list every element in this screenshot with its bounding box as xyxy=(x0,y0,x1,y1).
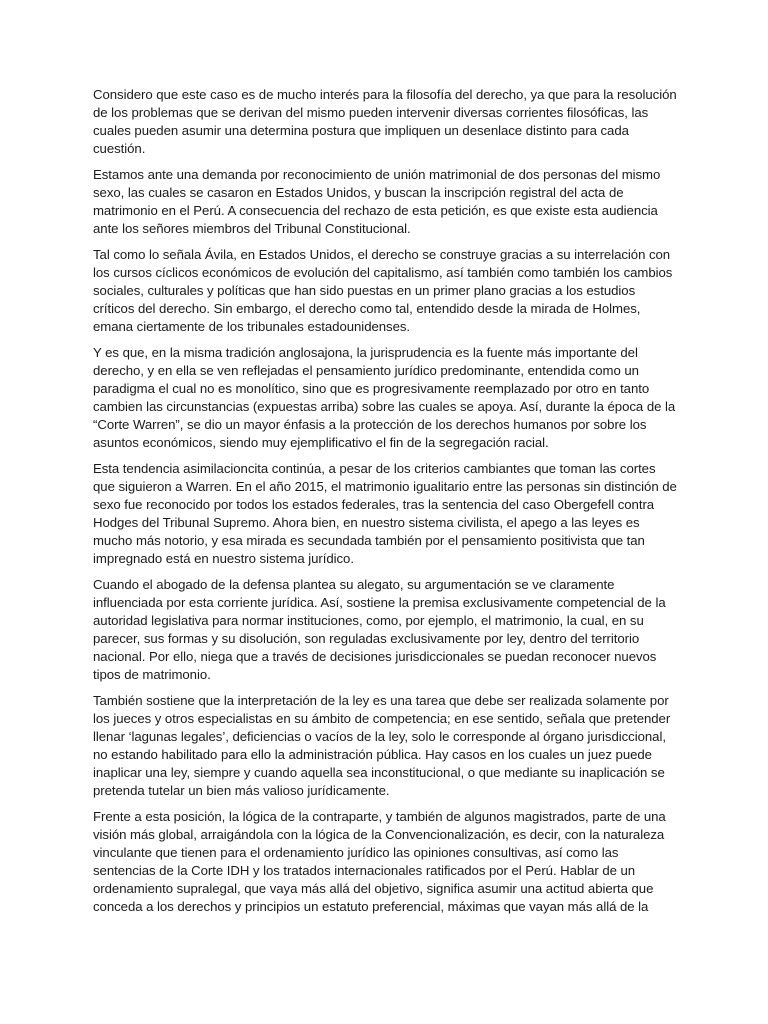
paragraph-4: Y es que, en la misma tradición anglosajona, la jurisprudencia es la fuente más importante del derecho, y en ella se ven reflejadas el pensamiento jurídico predominante, entendida como un paradigma el cual no es monolítico, sino que es progresivamente reemplazado por otro en tanto cambien las circunstancias (expuestas arriba) sobre las cuales se apoya. Así, durante la época de la “Corte Warren”, se dio un mayor énfasis a la protección de los derechos humanos por sobre los asuntos económicos, siendo muy ejemplificativo el fin de la segregación racial. xyxy=(93,345,676,450)
document-body xyxy=(93,86,679,924)
paragraph-2: Estamos ante una demanda por reconocimiento de unión matrimonial de dos personas del mismo sexo, las cuales se casaron en Estados Unidos, y buscan la inscripción registral del acta de matrimonio en el Perú. A consecuencia del rechazo de esta petición, es que existe esta audiencia ante los señores miembros del Tribunal Constitucional. xyxy=(93,167,661,236)
paragraph-8: Frente a esta posición, la lógica de la contraparte, y también de algunos magistrados, parte de una visión más global, arraigándola con la lógica de la Convencionalización, es decir, con la naturaleza vinculante que tienen para el ordenamiento jurídico las opiniones consultivas, así como las sentencias de la Corte IDH y los tratados internacionales ratificados por el Perú. Hablar de un ordenamiento supralegal, que vaya más allá del objetivo, significa asumir una actitud abierta que conceda a los derechos y principios un estatuto preferencial, máximas que vayan más allá de la xyxy=(93,809,666,914)
paragraph-6: Cuando el abogado de la defensa plantea su alegato, su argumentación se ve claramente influenciada por esta corriente jurídica. Así, sostiene la premisa exclusivamente competencial de la autoridad legislativa para normar instituciones, como, por ejemplo, el matrimonio, la cual, en su parecer, sus formas y su disolución, son reguladas exclusivamente por ley, dentro del territorio nacional. Por ello, niega que a través de decisiones jurisdiccionales se puedan reconocer nuevos tipos de matrimonio. xyxy=(93,577,666,682)
paragraph-3: Tal como lo señala Ávila, en Estados Unidos, el derecho se construye gracias a su interrelación con los cursos cíclicos económicos de evolución del capitalismo, así también como también los cambios sociales, culturales y políticas que han sido puestas en un primer plano gracias a los estudios críticos del derecho. Sin embargo, el derecho como tal, entendido desde la mirada de Holmes, emana ciertamente de los tribunales estadounidenses. xyxy=(93,247,673,334)
paragraph-5: Esta tendencia asimilacioncita continúa, a pesar de los criterios cambiantes que toman las cortes que siguieron a Warren. En el año 2015, el matrimonio igualitario entre las personas sin distinción de sexo fue reconocido por todos los estados federales, tras la sentencia del caso Obergefell contra Hodges del Tribunal Supremo. Ahora bien, en nuestro sistema civilista, el apego a las leyes es mucho más notorio, y esa mirada es secundada también por el pensamiento positivista que tan impregnado está en nuestro sistema jurídico. xyxy=(93,461,677,566)
paragraph-7: También sostiene que la interpretación de la ley es una tarea que debe ser realizada solamente por los jueces y otros especialistas en su ámbito de competencia; en ese sentido, señala que pretender llenar ‘lagunas legales’, deficiencias o vacíos de la ley, solo le corresponde al órgano jurisdiccional, no estando habilitado para ello la administración pública. Hay casos en los cuales un juez puede inaplicar una ley, siempre y cuando aquella sea inconstitucional, o que mediante su inaplicación se pretenda tutelar un bien más valioso jurídicamente. xyxy=(93,693,671,798)
paragraph-1: Considero que este caso es de mucho interés para la filosofía del derecho, ya que para la resolución de los problemas que se derivan del mismo pueden intervenir diversas corrientes filosóficas, las cuales pueden asumir una determina postura que impliquen un desenlace distinto para cada cuestión. xyxy=(93,87,677,156)
